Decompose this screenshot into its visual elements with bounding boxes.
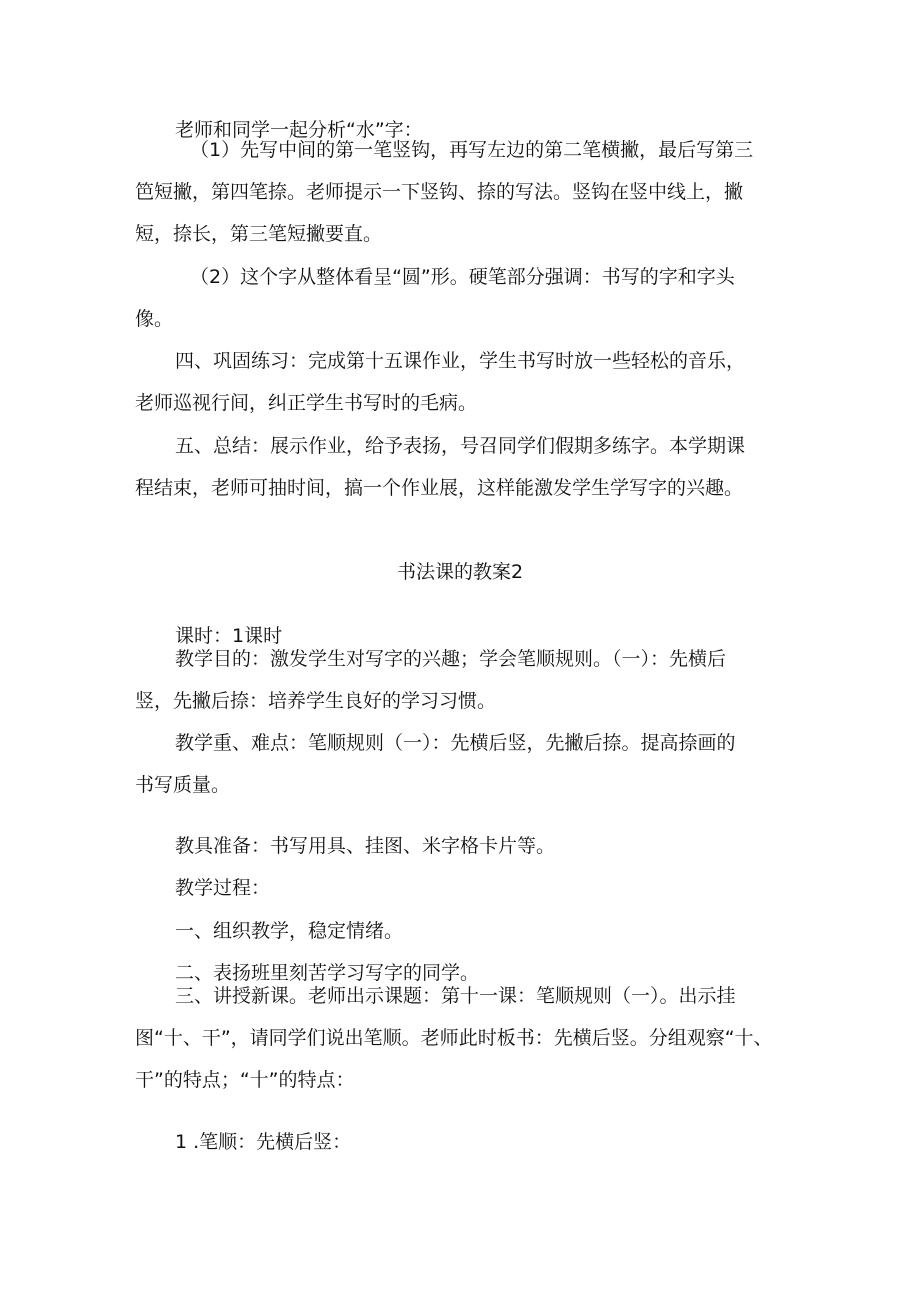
text-line: （2）这个字从整体看呈“圆”形。硬笔部分强调：书写的字和字头 xyxy=(190,266,735,288)
text-line: 像。 xyxy=(135,308,174,330)
text-line: 短，捺长，第三笔短撇要直。 xyxy=(135,223,383,245)
lesson-hours: 课时：1课时 xyxy=(175,625,283,647)
text-line: 五、总结：展示作业，给予表扬，号召同学们假期多练字。本学期课 xyxy=(175,435,746,457)
paragraph-practice xyxy=(135,340,787,424)
text-line: （1）先写中间的第一笔竖钩，再写左边的第二笔横撇，最后写第三 xyxy=(190,139,754,161)
paragraph-intro-line: 老师和同学一起分析“水”字： xyxy=(175,119,423,141)
paragraph-key-points xyxy=(135,722,787,806)
text-line: 干”的特点；“十”的特点： xyxy=(135,1069,355,1091)
text-line: 笆短撇，第四笔捺。老师提示一下竖钩、捺的写法。竖钩在竖中线上，撇 xyxy=(135,181,744,203)
paragraph-new-lesson xyxy=(135,975,787,1101)
paragraph-step-1 xyxy=(135,129,787,255)
paragraph-objectives xyxy=(135,638,787,722)
paragraph-stroke-order: 1 .笔顺：先横后竖： xyxy=(175,1131,352,1153)
paragraph-summary xyxy=(135,425,787,509)
text-line: 四、巩固练习：完成第十五课作业，学生书写时放一些轻松的音乐， xyxy=(175,350,746,372)
text-line: 老师巡视行间，纠正学生书写时的毛病。 xyxy=(135,392,478,414)
text-line: 三、讲授新课。老师出示课题：第十一课：笔顺规则（一）。出示挂 xyxy=(175,985,736,1007)
text-line: 竖，先撇后捺：培养学生良好的学习习惯。 xyxy=(135,690,497,712)
text-line: 程结束，老师可抽时间，搞一个作业展，这样能激发学生学写字的兴趣。 xyxy=(135,477,744,499)
text-line: 教学目的：激发学生对写字的兴趣；学会笔顺规则。（一）：先横后 xyxy=(175,648,727,670)
paragraph-step-one: 一、组织教学，稳定情绪。 xyxy=(175,920,404,942)
paragraph-process-heading: 教学过程： xyxy=(175,877,271,899)
text-line: 图“十、干”，请同学们说出笔顺。老师此时板书：先横后竖。分组观察“十、 xyxy=(135,1027,773,1049)
text-line: 教学重、难点：笔顺规则（一）：先横后竖，先撇后捺。提高捺画的 xyxy=(175,732,736,754)
paragraph-step-2 xyxy=(135,256,787,340)
paragraph-step-two: 二、表扬班里刻苦学习写字的同学。 xyxy=(175,962,480,984)
paragraph-materials: 教具准备：书写用具、挂图、米字格卡片等。 xyxy=(175,835,556,857)
text-line: 书写质量。 xyxy=(135,774,231,796)
section-title: 书法课的教案2 xyxy=(396,561,524,583)
